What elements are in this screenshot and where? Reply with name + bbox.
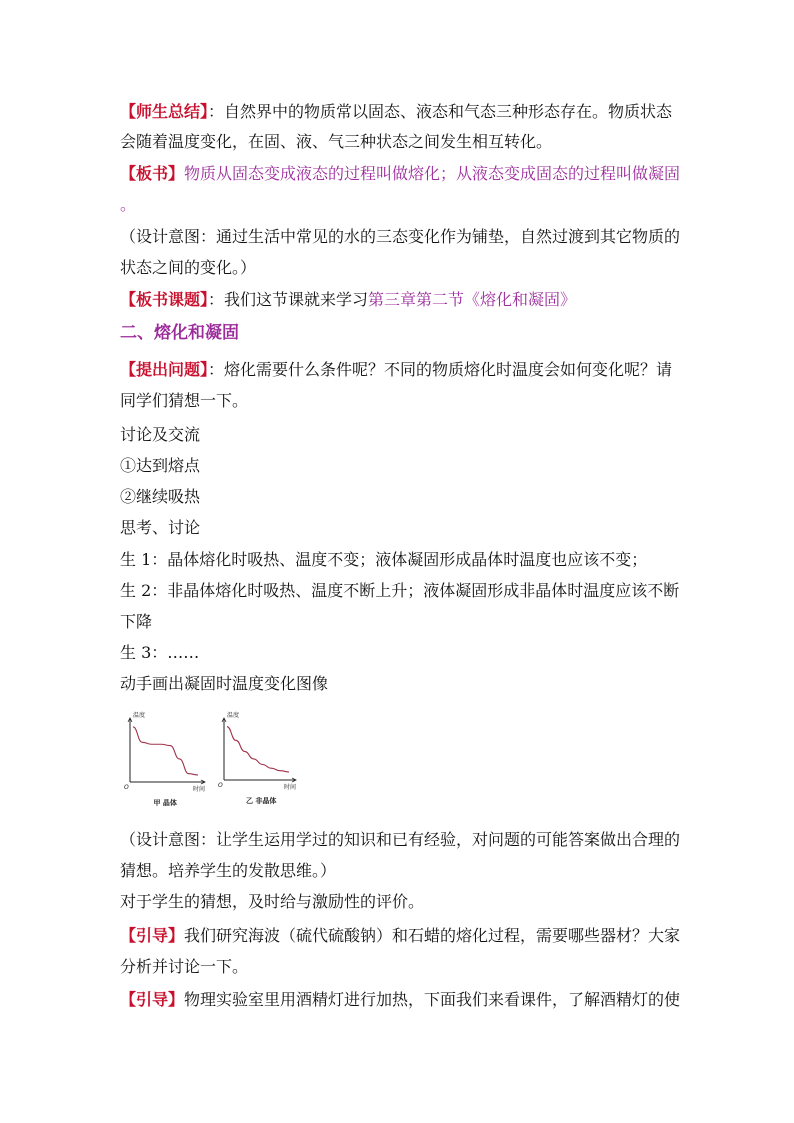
origin-label: O [218, 782, 223, 789]
summary-separator: ： [208, 102, 225, 121]
temperature-curve [227, 727, 289, 772]
guide1-text-line2: 分析并讨论一下。 [120, 957, 249, 976]
student1-line: 生 1：晶体熔化时吸热、温度不变；液体凝固形成晶体时温度也应该不变； [120, 550, 648, 569]
summary-paragraph [120, 97, 676, 127]
design-intent-2-line1: （设计意图：让学生运用学过的知识和已有经验，对问题的可能答案做出合理的 [120, 830, 681, 849]
discuss-line: 讨论及交流 [120, 425, 201, 444]
summary-text-line2: 会随着温度变化，在固、液、气三种状态之间发生相互转化。 [120, 132, 553, 151]
student2-line2: 下降 [120, 612, 153, 631]
guide2-text-line1: 物理实验室里用酒精灯进行加热，下面我们来看课件，了解酒精灯的使 [184, 990, 681, 1009]
x-axis-label: 时间 [284, 784, 297, 791]
guide1-label: 【引导】 [120, 926, 185, 945]
board-paragraph [120, 159, 681, 189]
question-text-line2: 同学们猜想一下。 [120, 391, 249, 410]
guide2-label: 【引导】 [120, 990, 185, 1009]
amorphous-graph [218, 711, 296, 805]
question-text-line1: ：熔化需要什么条件呢？不同的物质熔化时温度会如何变化呢？请 [208, 360, 673, 379]
list-item-1: ①达到熔点 [120, 456, 201, 475]
origin-label: O [124, 784, 129, 791]
topic-text: 我们这节课就来学习 [224, 290, 369, 309]
question-paragraph [120, 355, 676, 385]
y-axis-label: 温度 [133, 712, 146, 719]
question-label: 【提出问题】 [120, 360, 209, 379]
list-item-2: ②继续吸热 [120, 487, 201, 506]
student2-line1: 生 2：非晶体熔化时吸热、温度不断上升；液体凝固形成非晶体时温度应该不断 [120, 581, 680, 600]
topic-separator: ： [208, 290, 225, 309]
graph-caption: 甲 晶体 [153, 799, 177, 807]
summary-label: 【师生总结】 [120, 102, 209, 121]
board-text-line1: 物质从固态变成液态的过程叫做熔化；从液态变成固态的过程叫做凝固 [184, 164, 681, 183]
board-text-line2: 。 [120, 195, 137, 214]
y-axis-label: 温度 [227, 712, 240, 719]
board-label: 【板书】 [120, 164, 185, 183]
student3-line: 生 3：…… [120, 643, 200, 662]
guide1-paragraph [120, 921, 681, 951]
section-heading: 二、熔化和凝固 [120, 323, 239, 343]
temperature-curve [133, 727, 198, 775]
x-axis-label: 时间 [193, 786, 206, 793]
guide2-paragraph [120, 985, 681, 1015]
crystal-graph [124, 711, 205, 807]
topic-label: 【板书课题】 [120, 290, 209, 309]
guide1-text-line1: 我们研究海波（硫代硫酸钠）和石蜡的熔化过程，需要哪些器材？大家 [184, 926, 681, 945]
design-intent-2-line2: 猜想。培养学生的发散思维。） [120, 861, 337, 880]
topic-highlight: 第三章第二节《熔化和凝固》 [368, 290, 577, 309]
topic-paragraph [120, 285, 676, 315]
summary-text-line1: 自然界中的物质常以固态、液态和气态三种形态存在。物质状态 [224, 102, 673, 121]
design-intent-1-line1: （设计意图：通过生活中常见的水的三态变化作为铺垫，自然过渡到其它物质的 [120, 227, 681, 246]
draw-instruction: 动手画出凝固时温度变化图像 [120, 674, 329, 693]
think-line: 思考、讨论 [120, 518, 201, 537]
design-intent-1-line2: 状态之间的变化。） [120, 258, 257, 277]
graph-caption: 乙 非晶体 [246, 797, 277, 805]
solidification-graphs [120, 702, 300, 817]
evaluation-line: 对于学生的猜想，及时给与激励性的评价。 [120, 892, 425, 911]
